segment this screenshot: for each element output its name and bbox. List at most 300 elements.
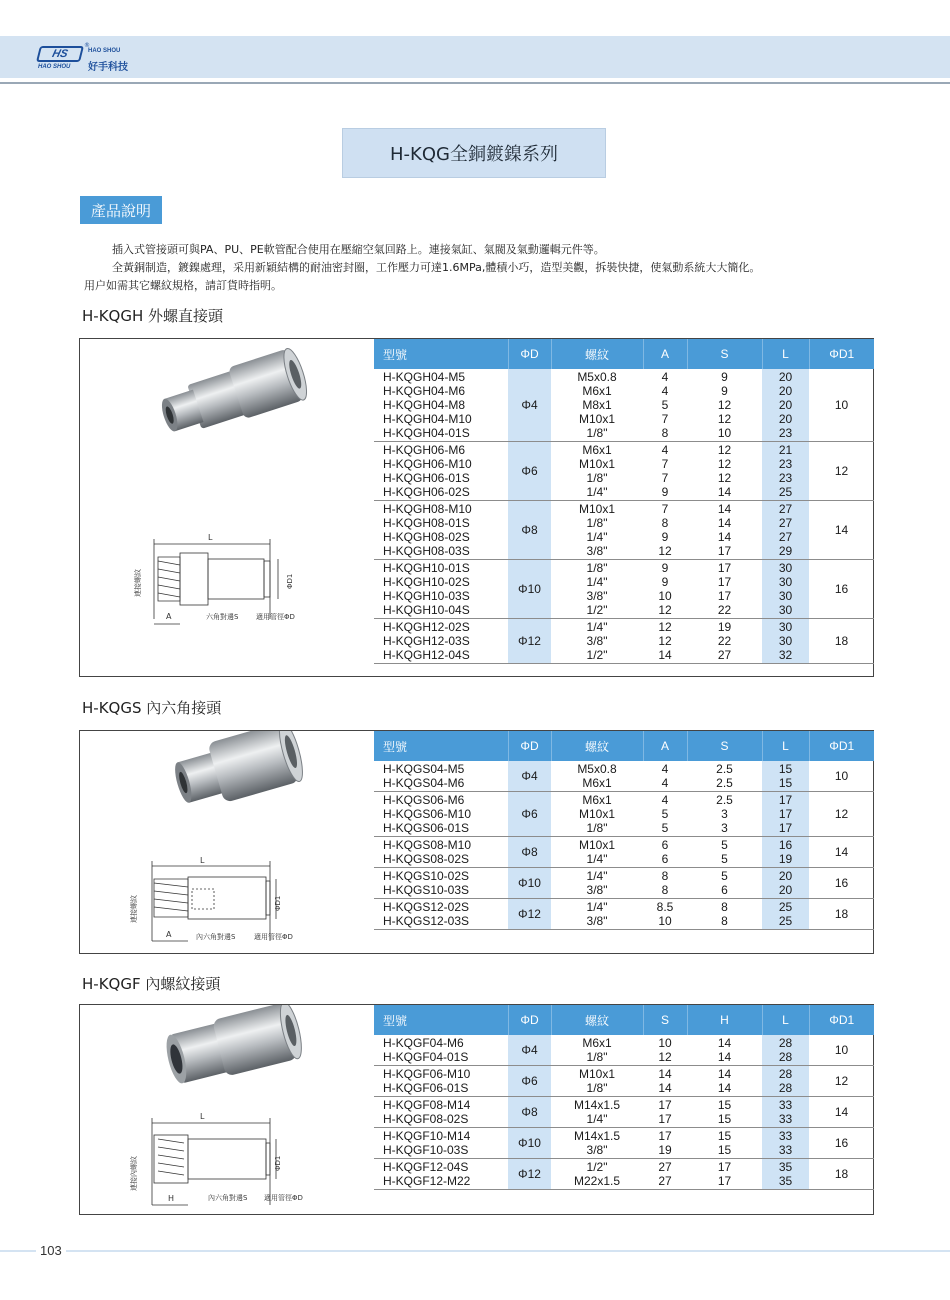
thread-cell-value: 1/4" (586, 530, 608, 544)
table-row (374, 1159, 874, 1190)
dim-l-cell-value: 25 (778, 900, 793, 914)
thread-cell-value: 1/4" (586, 1112, 608, 1126)
table-header-cell: ΦD1 (809, 731, 874, 761)
model-cell-value: H-KQGS10-03S (383, 883, 470, 897)
model-cell-value: H-KQGH06-M6 (383, 443, 466, 457)
dim-s-cell-value: 12 (717, 443, 732, 457)
dim-l-cell (762, 1066, 809, 1097)
footer-line (0, 1250, 950, 1252)
dim-l-cell-value: 20 (778, 370, 793, 384)
dim-l-cell-value: 33 (778, 1143, 793, 1157)
dim-l-cell (762, 1035, 809, 1066)
d1-label: ΦD1 (274, 895, 282, 911)
dim-a-cell-value: 17 (658, 1112, 672, 1126)
dim-s-cell-value: 9 (721, 370, 728, 384)
model-cell-value: H-KQGH10-01S (383, 561, 470, 575)
d1-cell: 18 (809, 619, 874, 664)
fitting-photo-kqgs (80, 731, 374, 953)
model-cell (374, 619, 508, 664)
dim-s-cell-value: 15 (717, 1098, 732, 1112)
thread-cell-value: 1/8" (586, 516, 608, 530)
model-cell (374, 837, 508, 868)
table-header-cell: 型號 (374, 339, 508, 369)
thread-cell-value: 1/2" (586, 603, 608, 617)
logo-mark-sub: HAO SHOU (38, 64, 71, 70)
dim-l-cell-value: 27 (778, 502, 793, 516)
tube-diameter-cell: Φ12 (508, 1159, 551, 1190)
thread-cell-value: 1/4" (586, 852, 608, 866)
model-cell (374, 761, 508, 792)
thread-cell (551, 501, 643, 560)
thread-cell-value: 1/4" (586, 620, 608, 634)
dim-a-cell-value: 12 (658, 634, 672, 648)
model-cell-value: H-KQGH12-02S (383, 620, 470, 634)
model-cell (374, 1128, 508, 1159)
model-cell-value: H-KQGF06-M10 (383, 1067, 471, 1081)
dim-l-cell-value: 23 (778, 426, 793, 440)
thread-cell-value: M6x1 (582, 776, 612, 790)
dim-l-cell (762, 1128, 809, 1159)
product-block-kqgf (79, 1004, 874, 1215)
model-cell-value: H-KQGH08-M10 (383, 502, 472, 516)
dim-l-cell-value: 17 (778, 821, 793, 835)
dim-a-cell (643, 442, 687, 501)
product-block-kqgs (79, 730, 874, 954)
dim-s-cell-value: 14 (717, 485, 732, 499)
dim-l-cell-value: 33 (778, 1112, 793, 1126)
thread-cell-value: M8x1 (582, 398, 612, 412)
dim-a-cell-value: 7 (661, 471, 669, 485)
dim-a-cell-value: 12 (658, 620, 672, 634)
dim-a-cell-value: 4 (661, 384, 669, 398)
dim-a-cell-value: 27 (658, 1174, 672, 1188)
d1-label: ΦD1 (274, 1155, 282, 1171)
dim-a-cell-value: 17 (658, 1098, 672, 1112)
model-cell-value: H-KQGF04-M6 (383, 1036, 464, 1050)
description-line-1: 插入式管接頭可與PA、PU、PE軟管配合使用在壓縮空氣回路上。連接氣缸、氣閥及氣動邏輯元件等。 (112, 243, 605, 256)
dim-a-cell-value: 8 (661, 883, 669, 897)
dim-a-cell (643, 837, 687, 868)
dim-s-cell-value: 3 (721, 807, 728, 821)
d1-cell: 18 (809, 1159, 874, 1190)
dim-s-cell-value: 22 (717, 603, 732, 617)
model-cell-value: H-KQGS08-02S (383, 852, 470, 866)
page-title: H-KQG全銅鍍鎳系列 (342, 128, 606, 178)
table-header-cell: L (762, 1005, 809, 1035)
dim-s-cell-value: 14 (717, 530, 732, 544)
model-cell-value: H-KQGH12-03S (383, 634, 470, 648)
thread-cell-value: M6x1 (582, 384, 612, 398)
dim-l-cell (762, 837, 809, 868)
dim-a-cell-value: 8 (661, 516, 669, 530)
dimension-A-label: A (166, 930, 172, 939)
dim-a-cell-value: 12 (658, 603, 672, 617)
table-row (374, 761, 874, 792)
dim-s-cell-value: 17 (717, 589, 732, 603)
model-cell (374, 442, 508, 501)
model-cell-value: H-KQGF10-M14 (383, 1129, 471, 1143)
dim-l-cell-value: 30 (778, 589, 793, 603)
product-illustration (80, 731, 374, 953)
thread-cell-value: M10x1 (578, 838, 616, 852)
dim-s-cell-value: 12 (717, 471, 732, 485)
thread-cell-value: M6x1 (582, 1036, 612, 1050)
model-cell (374, 501, 508, 560)
d1-cell: 10 (809, 369, 874, 442)
product-title-kqgh: H-KQGH 外螺直接頭 (82, 307, 224, 325)
model-cell (374, 1159, 508, 1190)
table-row (374, 619, 874, 664)
tube-diameter-cell: Φ8 (508, 837, 551, 868)
table-row (374, 868, 874, 899)
model-cell-value: H-KQGS12-03S (383, 914, 470, 928)
dim-s-cell-value: 15 (717, 1143, 732, 1157)
model-cell-value: H-KQGH06-02S (383, 485, 470, 499)
dim-l-cell-value: 35 (778, 1160, 793, 1174)
dim-l-cell-value: 30 (778, 603, 793, 617)
dim-a-cell-value: 9 (661, 530, 669, 544)
thread-cell-value: M10x1 (578, 1067, 616, 1081)
dim-a-cell-value: 4 (661, 762, 669, 776)
tube-diameter-cell: Φ6 (508, 442, 551, 501)
brand-name-cn: 好手科技 (88, 62, 128, 73)
dim-l-cell-value: 21 (778, 443, 793, 457)
model-cell-value: H-KQGF08-02S (383, 1112, 469, 1126)
dim-l-cell-value: 17 (778, 793, 793, 807)
dim-s-cell-value: 2.5 (716, 793, 733, 807)
dim-s-cell (687, 501, 762, 560)
thread-cell-value: M10x1 (578, 457, 616, 471)
dim-a-cell-value: 12 (658, 1050, 672, 1064)
table-row (374, 1066, 874, 1097)
table-header-cell: ΦD (508, 339, 551, 369)
dim-a-cell (643, 868, 687, 899)
tube-diameter-cell: Φ10 (508, 1128, 551, 1159)
dim-l-cell-value: 20 (778, 883, 793, 897)
model-cell (374, 1035, 508, 1066)
dim-s-cell-value: 12 (717, 398, 732, 412)
model-cell (374, 560, 508, 619)
spec-table-kqgs (374, 731, 874, 930)
tube-diameter-cell: Φ12 (508, 619, 551, 664)
dim-l-cell (762, 792, 809, 837)
header-bar (0, 36, 950, 78)
dim-l-cell-value: 29 (778, 544, 793, 558)
table-row (374, 442, 874, 501)
table-header-cell: ΦD1 (809, 1005, 874, 1035)
dim-a-cell-value: 4 (661, 443, 669, 457)
dim-s-cell (687, 619, 762, 664)
hex-label: 內六角對邊S (196, 933, 236, 941)
model-cell-value: H-KQGF08-M14 (383, 1098, 471, 1112)
thread-cell (551, 792, 643, 837)
dim-s-cell-value: 5 (721, 869, 728, 883)
thread-cell-value: M10x1 (578, 807, 616, 821)
model-cell-value: H-KQGH04-M6 (383, 384, 466, 398)
dimension-L-label: L (200, 1112, 205, 1121)
dimension-L-label: L (200, 856, 205, 865)
dimension-L-label: L (208, 533, 213, 542)
model-cell-value: H-KQGH04-M5 (383, 370, 466, 384)
hex-label: 內六角對邊S (208, 1194, 248, 1202)
table-header-row (374, 731, 874, 761)
dim-a-cell-value: 6 (661, 852, 669, 866)
dim-l-cell-value: 33 (778, 1098, 793, 1112)
model-cell-value: H-KQGH04-M10 (383, 412, 472, 426)
fitting-photo-kqgh (80, 339, 374, 676)
thread-cell (551, 619, 643, 664)
table-header-cell: 螺紋 (551, 339, 643, 369)
dim-l-cell (762, 1097, 809, 1128)
dim-l-cell-value: 23 (778, 471, 793, 485)
table-header-cell: ΦD1 (809, 339, 874, 369)
d1-cell: 14 (809, 837, 874, 868)
dim-s-cell-value: 15 (717, 1112, 732, 1126)
thread-cell-value: 1/8" (586, 561, 608, 575)
thread-cell-value: M6x1 (582, 793, 612, 807)
product-block-kqgh (79, 338, 874, 677)
model-cell-value: H-KQGH10-03S (383, 589, 470, 603)
dim-a-cell-value: 5 (661, 821, 669, 835)
dim-a-cell-value: 4 (661, 370, 669, 384)
thread-cell (551, 369, 643, 442)
dim-a-cell (643, 761, 687, 792)
tube-diameter-cell: Φ10 (508, 868, 551, 899)
dim-l-cell-value: 32 (778, 648, 793, 662)
model-cell-value: H-KQGS10-02S (383, 869, 470, 883)
dim-s-cell-value: 3 (721, 821, 728, 835)
model-cell-value: H-KQGH10-04S (383, 603, 470, 617)
dim-l-cell (762, 1159, 809, 1190)
thread-cell-value: M22x1.5 (573, 1174, 621, 1188)
dim-a-cell (643, 369, 687, 442)
table-row (374, 899, 874, 930)
dim-a-cell (643, 619, 687, 664)
dim-s-cell-value: 15 (717, 1129, 732, 1143)
dim-s-cell-value: 5 (721, 838, 728, 852)
page-number: 103 (36, 1243, 66, 1258)
dim-s-cell-value: 9 (721, 384, 728, 398)
dim-a-cell (643, 1035, 687, 1066)
dim-l-cell-value: 15 (778, 762, 793, 776)
dim-s-cell-value: 17 (717, 1174, 732, 1188)
tube-diameter-cell: Φ12 (508, 899, 551, 930)
dim-l-cell-value: 27 (778, 530, 793, 544)
dim-s-cell-value: 17 (717, 544, 732, 558)
d1-cell: 18 (809, 899, 874, 930)
dim-s-cell-value: 17 (717, 561, 732, 575)
dim-l-cell-value: 20 (778, 412, 793, 426)
tube-diameter-cell: Φ4 (508, 1035, 551, 1066)
dim-s-cell (687, 442, 762, 501)
model-cell-value: H-KQGS06-M10 (383, 807, 472, 821)
thread-cell-value: 1/4" (586, 900, 608, 914)
dim-s-cell-value: 14 (717, 1081, 732, 1095)
table-row (374, 837, 874, 868)
fitting-photo-kqgf (80, 1005, 374, 1214)
thread-cell (551, 868, 643, 899)
dim-s-cell-value: 10 (717, 426, 732, 440)
dim-l-cell-value: 30 (778, 620, 793, 634)
dim-a-cell (643, 1097, 687, 1128)
thread-cell-value: 1/8" (586, 471, 608, 485)
model-cell-value: H-KQGH06-01S (383, 471, 470, 485)
dim-a-cell-value: 5 (661, 398, 669, 412)
model-cell (374, 1066, 508, 1097)
d1-cell: 12 (809, 442, 874, 501)
thread-cell-value: M5x0.8 (577, 762, 617, 776)
dim-l-cell-value: 28 (778, 1036, 793, 1050)
thread-cell (551, 1066, 643, 1097)
dim-s-cell-value: 2.5 (716, 776, 733, 790)
thread-cell (551, 1097, 643, 1128)
dim-a-cell-value: 8 (661, 869, 669, 883)
dim-s-cell-value: 17 (717, 575, 732, 589)
tube-diameter-cell: Φ10 (508, 560, 551, 619)
dim-s-cell (687, 1035, 762, 1066)
tube-diameter-cell: Φ8 (508, 1097, 551, 1128)
dim-l-cell-value: 25 (778, 914, 793, 928)
dim-a-cell (643, 792, 687, 837)
model-cell (374, 899, 508, 930)
dim-s-cell-value: 6 (721, 883, 728, 897)
dim-l-cell-value: 20 (778, 398, 793, 412)
thread-cell-value: 1/4" (586, 869, 608, 883)
dim-s-cell-value: 14 (717, 502, 732, 516)
product-title-kqgf: H-KQGF 內螺紋接頭 (82, 975, 221, 993)
thread-cell (551, 1128, 643, 1159)
model-cell-value: H-KQGH04-M8 (383, 398, 466, 412)
dim-a-cell (643, 899, 687, 930)
table-header-cell: 型號 (374, 1005, 508, 1035)
tube-diameter-cell: Φ8 (508, 501, 551, 560)
dim-s-cell-value: 2.5 (716, 762, 733, 776)
dim-a-cell-value: 14 (658, 1081, 672, 1095)
thread-cell-value: 1/8" (586, 1081, 608, 1095)
thread-cell-value: 1/4" (586, 485, 608, 499)
dim-s-cell (687, 1128, 762, 1159)
model-cell-value: H-KQGF12-M22 (383, 1174, 471, 1188)
model-cell (374, 1097, 508, 1128)
thread-cell-value: 3/8" (586, 1143, 608, 1157)
table-header-cell: S (687, 731, 762, 761)
thread-cell-value: 1/4" (586, 575, 608, 589)
dim-s-cell (687, 868, 762, 899)
thread-cell (551, 1035, 643, 1066)
model-cell-value: H-KQGS04-M5 (383, 762, 465, 776)
table-header-cell: L (762, 339, 809, 369)
dim-l-cell-value: 20 (778, 869, 793, 883)
table-header-cell: 型號 (374, 731, 508, 761)
thread-cell-value: 1/2" (586, 648, 608, 662)
brand-name-en: HAO SHOU (88, 48, 121, 54)
table-row (374, 501, 874, 560)
model-cell-value: H-KQGS04-M6 (383, 776, 465, 790)
dim-s-cell (687, 369, 762, 442)
dimension-H-label: H (168, 1194, 175, 1203)
product-illustration (80, 1005, 374, 1214)
dim-l-cell-value: 33 (778, 1129, 793, 1143)
thread-cell-value: 1/8" (586, 821, 608, 835)
table-header-cell: S (643, 1005, 687, 1035)
dim-s-cell-value: 27 (717, 648, 732, 662)
dim-a-cell-value: 14 (658, 1067, 672, 1081)
dim-a-cell-value: 6 (661, 838, 669, 852)
table-header-cell: A (643, 339, 687, 369)
thread-label: 連接內螺紋 (130, 1156, 138, 1191)
table-row (374, 560, 874, 619)
dim-s-cell (687, 1097, 762, 1128)
dim-s-cell (687, 792, 762, 837)
thread-cell-value: 3/8" (586, 883, 608, 897)
model-cell-value: H-KQGH08-01S (383, 516, 470, 530)
tube-label: 適用管徑ΦD (264, 1194, 303, 1202)
dim-a-cell-value: 4 (661, 776, 669, 790)
dim-s-cell-value: 14 (717, 1067, 732, 1081)
table-header-cell: 螺紋 (551, 731, 643, 761)
dim-a-cell-value: 7 (661, 502, 669, 516)
tube-diameter-cell: Φ6 (508, 792, 551, 837)
spec-table-kqgh (374, 339, 874, 664)
table-header-cell: L (762, 731, 809, 761)
dim-a-cell-value: 10 (658, 1036, 672, 1050)
dim-a-cell-value: 7 (661, 412, 669, 426)
d1-cell: 10 (809, 1035, 874, 1066)
model-cell-value: H-KQGF12-04S (383, 1160, 469, 1174)
dim-s-cell-value: 8 (721, 914, 728, 928)
thread-cell-value: 1/8" (586, 1050, 608, 1064)
dim-a-cell (643, 1066, 687, 1097)
dim-s-cell (687, 761, 762, 792)
thread-cell (551, 761, 643, 792)
dim-a-cell-value: 4 (661, 793, 669, 807)
registered-icon: ® (84, 42, 90, 49)
model-cell-value: H-KQGH06-M10 (383, 457, 472, 471)
dim-l-cell (762, 501, 809, 560)
tube-diameter-cell: Φ4 (508, 761, 551, 792)
table-header-cell: H (687, 1005, 762, 1035)
dim-l-cell (762, 442, 809, 501)
dim-l-cell-value: 28 (778, 1050, 793, 1064)
thread-cell-value: M10x1 (578, 412, 616, 426)
model-cell-value: H-KQGS06-M6 (383, 793, 465, 807)
dim-s-cell-value: 14 (717, 516, 732, 530)
dim-s-cell-value: 12 (717, 457, 732, 471)
dim-l-cell (762, 868, 809, 899)
section-label-product-description: 產品說明 (80, 196, 162, 224)
dim-a-cell-value: 7 (661, 457, 669, 471)
table-header-row (374, 1005, 874, 1035)
table-header-cell: ΦD (508, 1005, 551, 1035)
dim-l-cell-value: 25 (778, 485, 793, 499)
model-cell-value: H-KQGF10-03S (383, 1143, 469, 1157)
dim-s-cell (687, 837, 762, 868)
spec-table-kqgf (374, 1005, 874, 1190)
dim-a-cell-value: 8.5 (656, 900, 674, 914)
dim-l-cell (762, 369, 809, 442)
dim-l-cell (762, 560, 809, 619)
table-header-row (374, 339, 874, 369)
dim-s-cell (687, 1066, 762, 1097)
model-cell (374, 868, 508, 899)
product-title-kqgs: H-KQGS 內六角接頭 (82, 699, 222, 717)
dim-s-cell-value: 12 (717, 412, 732, 426)
d1-cell: 12 (809, 792, 874, 837)
thread-cell-value: M14x1.5 (573, 1098, 621, 1112)
dim-l-cell-value: 30 (778, 575, 793, 589)
dim-s-cell-value: 5 (721, 852, 728, 866)
thread-cell-value: 3/8" (586, 914, 608, 928)
